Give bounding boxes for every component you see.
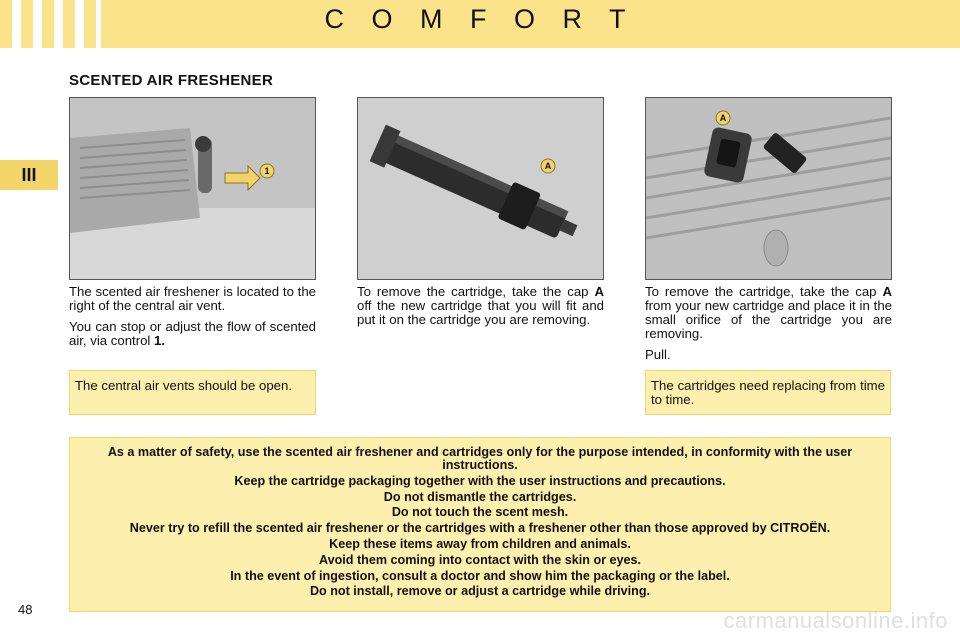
section-heading: SCENTED AIR FRESHENER: [69, 72, 274, 89]
warning-line: Never try to refill the scented air freshener or the cartridges with a freshener other than those approved by CITROËN.: [129, 521, 831, 536]
watermark: carmanualsonline.info: [723, 608, 948, 633]
col2-paragraph-1: To remove the cartridge, take the cap A off the new cartridge that you will fit and put it on the cartridge you are removing.: [357, 284, 604, 327]
figure-cartridge-removal: [645, 97, 892, 280]
warning-line: Avoid them coming into contact with the skin or eyes.: [318, 552, 642, 567]
warning-line: Do not install, remove or adjust a cartridge while driving.: [309, 584, 651, 599]
column-2-text: [357, 285, 604, 334]
figure2-callout-label: A: [544, 161, 552, 171]
note-vents-open: The central air vents should be open.: [69, 370, 316, 415]
col1-paragraph-1: The scented air freshener is located to the right of the central air vent.: [69, 284, 316, 313]
warning-line: Do not touch the scent mesh.: [391, 505, 569, 520]
warning-line: Keep these items away from children and animals.: [329, 536, 631, 551]
page-number: 48: [18, 602, 33, 617]
warning-line: Do not dismantle the cartridges.: [383, 489, 577, 504]
note-replace-cartridges: The cartridges need replacing from time to time.: [645, 370, 891, 415]
warning-line: As a matter of safety, use the scented air freshener and cartridges only for the purpose intended, in conformity with the user instructions.: [107, 445, 853, 472]
section-tab-label: III: [21, 164, 37, 185]
figure3-callout-label: A: [719, 113, 727, 123]
column-3-text: [645, 285, 892, 369]
figure-dashboard-vent: [69, 97, 316, 280]
col1-paragraph-2: You can stop or adjust the flow of scented air, via control 1.: [69, 319, 316, 348]
warning-line: In the event of ingestion, consult a doctor and show him the packaging or the label.: [230, 568, 730, 583]
safety-warning-box: [69, 437, 891, 612]
column-1-text: [69, 285, 316, 355]
warning-line: Keep the cartridge packaging together with the user instructions and precautions.: [234, 473, 726, 488]
col3-paragraph-1: To remove the cartridge, take the cap A from your new cartridge and place it in the small orifice of the cartridge you are removing.: [645, 284, 892, 341]
page-title: C O M F O R T: [324, 4, 636, 34]
col3-paragraph-2: Pull.: [645, 347, 671, 362]
figure1-callout-label: 1: [264, 166, 270, 176]
section-tab: [0, 160, 58, 190]
figure-cartridge: [357, 97, 604, 280]
